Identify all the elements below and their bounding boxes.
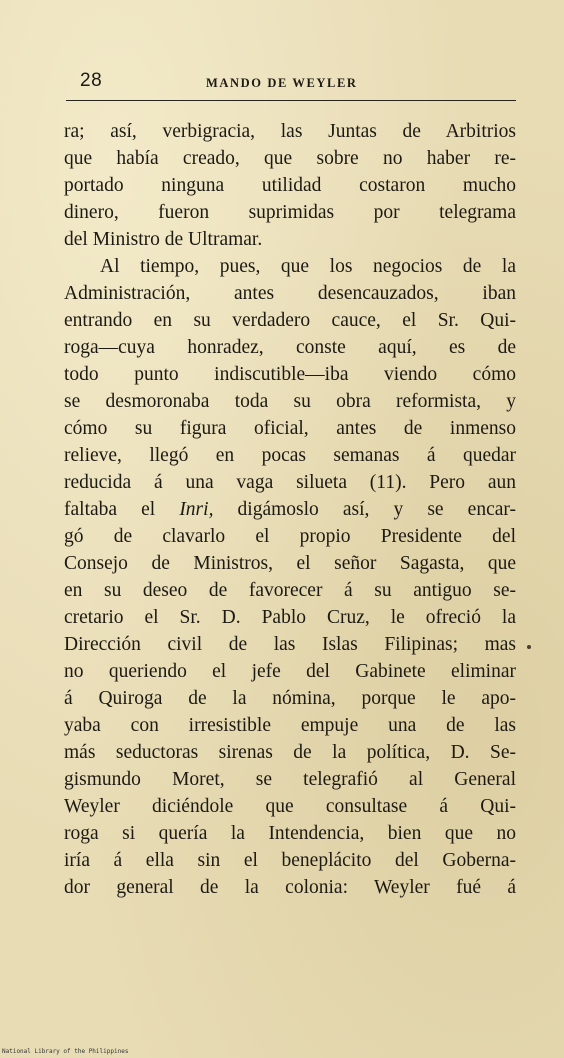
text-line-11: se desmoronaba toda su obra reformista, y: [64, 391, 516, 412]
text-line-21: no queriendo el jefe del Gabinete eliminar: [64, 661, 516, 682]
text-line-20: Dirección civil de las Islas Filipinas; mas: [64, 634, 516, 655]
text-line-1: ra; así, verbigracia, las Juntas de Arbitrios: [64, 121, 516, 142]
text-line-2: que había creado, que sobre no haber re-: [64, 148, 516, 169]
text-line-24: más seductoras sirenas de la política, D. Se-: [64, 742, 516, 763]
running-head: [66, 68, 516, 96]
italic-inri: Inri,: [179, 499, 214, 520]
library-footer-note: National Library of the Philippines: [2, 1048, 129, 1055]
text-line-29: dor general de la colonia: Weyler fué á: [64, 877, 516, 898]
text-line-15-after: digámoslo así, y se encar-: [213, 499, 516, 520]
text-line-17: Consejo de Ministros, el señor Sagasta, que: [64, 553, 516, 574]
text-line-28: iría á ella sin el beneplácito del Goberna-: [64, 850, 516, 871]
text-line-25: gismundo Moret, se telegrafió al General: [64, 769, 516, 790]
text-line-22: á Quiroga de la nómina, porque le apo-: [64, 688, 516, 709]
text-line-12: cómo su figura oficial, antes de inmenso: [64, 418, 516, 439]
text-line-8: entrando en su verdadero cauce, el Sr. Qui-: [64, 310, 516, 331]
text-line-26: Weyler diciéndole que consultase á Qui-: [64, 796, 516, 817]
text-line-9: roga—cuya honradez, conste aquí, es de: [64, 337, 516, 358]
text-line-6: Al tiempo, pues, que los negocios de la: [100, 256, 516, 277]
text-line-4: dinero, fueron suprimidas por telegrama: [64, 202, 516, 223]
body-text: [64, 118, 516, 901]
page-number: 28: [80, 70, 103, 91]
ink-speck: [527, 645, 531, 649]
text-line-16: gó de clavarlo el propio Presidente del: [64, 526, 516, 547]
text-line-7: Administración, antes desencauzados, iban: [64, 283, 516, 304]
text-line-5: del Ministro de Ultramar.: [64, 229, 263, 250]
text-line-18: en su deseo de favorecer á su antiguo se-: [64, 580, 516, 601]
text-line-19: cretario el Sr. D. Pablo Cruz, le ofreció la: [64, 607, 516, 628]
text-line-13: relieve, llegó en pocas semanas á quedar: [64, 445, 516, 466]
text-line-15-before: faltaba el: [64, 499, 180, 520]
text-line-15: [64, 496, 516, 523]
text-line-23: yaba con irresistible empuje una de las: [64, 715, 516, 736]
header-rule: [66, 100, 516, 101]
running-title: MANDO DE WEYLER: [206, 76, 358, 90]
text-line-27: roga si quería la Intendencia, bien que no: [64, 823, 516, 844]
text-line-14: reducida á una vaga silueta (11). Pero aun: [64, 472, 516, 493]
text-line-10: todo punto indiscutible—iba viendo cómo: [64, 364, 516, 385]
text-line-3: portado ninguna utilidad costaron mucho: [64, 175, 516, 196]
